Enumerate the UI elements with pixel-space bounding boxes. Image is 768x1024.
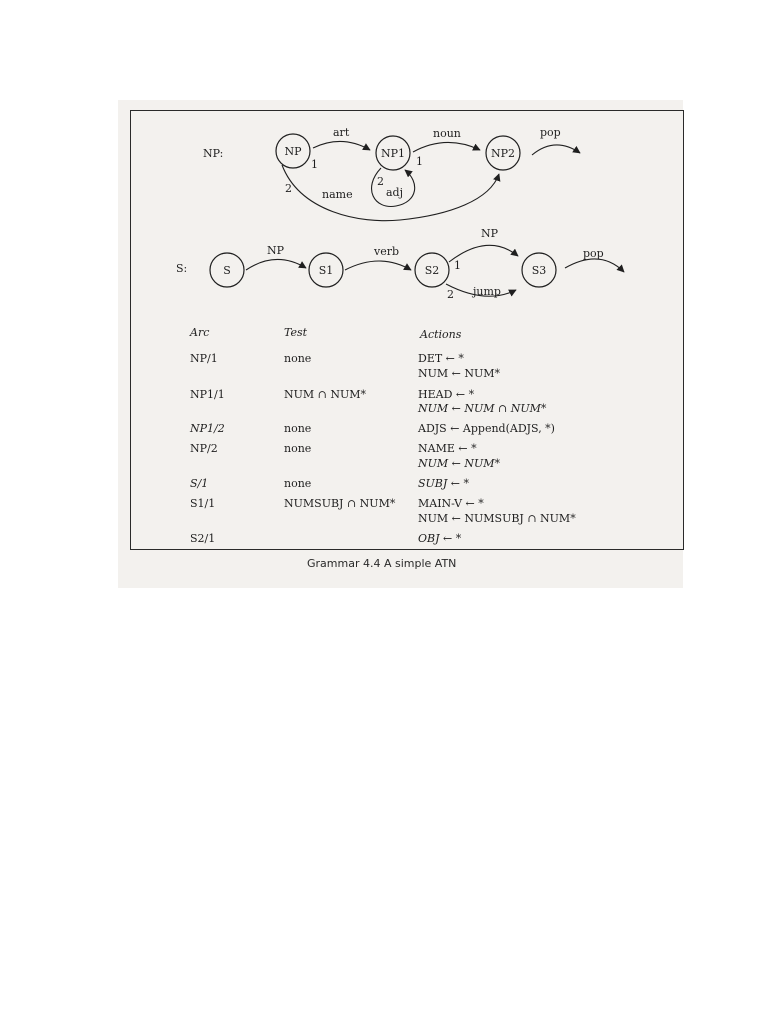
table-row-test: none	[284, 352, 312, 365]
arc-noun	[413, 142, 480, 152]
arc-jump-number: 2	[447, 288, 454, 301]
table-row-arc: S2/1	[190, 532, 216, 545]
node-s1	[309, 253, 343, 287]
arc-verb-label: verb	[374, 245, 400, 258]
table-row-action: HEAD ← *	[418, 388, 475, 401]
arc-s-pop	[565, 259, 624, 272]
node-np1-label: NP1	[380, 147, 406, 160]
arc-s-pop-label: pop	[583, 247, 604, 260]
table-row-test: none	[284, 442, 312, 455]
node-s2	[415, 253, 449, 287]
arc-verb	[345, 261, 411, 270]
arc-art-number: 1	[311, 158, 318, 171]
table-row-test: none	[284, 477, 312, 490]
node-s2-label: S2	[424, 264, 440, 277]
arc-art	[313, 141, 370, 150]
arc-name-label: name	[322, 188, 353, 201]
node-np2-label: NP2	[490, 147, 516, 160]
table-row-action: DET ← *	[418, 352, 464, 365]
table-row-arc: NP/2	[190, 442, 218, 455]
node-s3-label: S3	[531, 264, 547, 277]
node-s-label: S	[223, 264, 231, 277]
node-np-label: NP	[284, 145, 302, 158]
table-row-arc: NP1/1	[190, 388, 225, 401]
table-row-action: NUM ← NUM ∩ NUM*	[418, 402, 547, 415]
arc-np-pop	[532, 145, 580, 155]
table-header-test: Test	[284, 326, 308, 339]
table-row-action: OBJ ← *	[418, 532, 462, 545]
table-row-test: NUM ∩ NUM*	[284, 388, 367, 401]
node-np1	[376, 136, 410, 170]
node-s3	[522, 253, 556, 287]
table-row-action: MAIN-V ← *	[418, 497, 484, 510]
arc-np-pop-label: pop	[540, 126, 561, 139]
table-row-action: ADJS ← Append(ADJS, *)	[418, 422, 555, 435]
table-header-arc: Arc	[190, 326, 210, 339]
node-s	[210, 253, 244, 287]
arc-s-np	[246, 259, 306, 270]
table-row-test: NUMSUBJ ∩ NUM*	[284, 497, 396, 510]
arc-jump-label: jump	[473, 285, 501, 298]
node-s1-label: S1	[318, 264, 334, 277]
table-header-actions: Actions	[420, 328, 462, 341]
table-row-action: NAME ← *	[418, 442, 477, 455]
table-row-action: NUM ← NUMSUBJ ∩ NUM*	[418, 512, 576, 525]
arc-noun-number: 1	[416, 155, 423, 168]
table-row-arc: S/1	[190, 477, 209, 490]
arc-noun-label: noun	[433, 127, 461, 140]
table-row-action: NUM ← NUM*	[418, 367, 501, 380]
node-np	[276, 134, 310, 168]
np-network-label: NP:	[203, 147, 224, 160]
table-row-action: NUM ← NUM*	[418, 457, 501, 470]
figure-caption: Grammar 4.4 A simple ATN	[307, 557, 457, 570]
arc-s-np-label: NP	[267, 244, 285, 257]
table-row-arc: S1/1	[190, 497, 216, 510]
table-row-test: none	[284, 422, 312, 435]
table-row-arc: NP1/2	[190, 422, 225, 435]
arc-s2-np-number: 1	[454, 259, 461, 272]
arc-s2-np-label: NP	[481, 227, 499, 240]
table-row-action: SUBJ ← *	[418, 477, 470, 490]
arc-adj-label: adj	[386, 186, 404, 199]
node-np2	[486, 136, 520, 170]
arc-adj-number: 2	[377, 175, 384, 188]
arc-art-label: art	[333, 126, 350, 139]
s-network-label: S:	[176, 262, 188, 275]
arc-name-number: 2	[285, 182, 292, 195]
table-row-arc: NP/1	[190, 352, 218, 365]
